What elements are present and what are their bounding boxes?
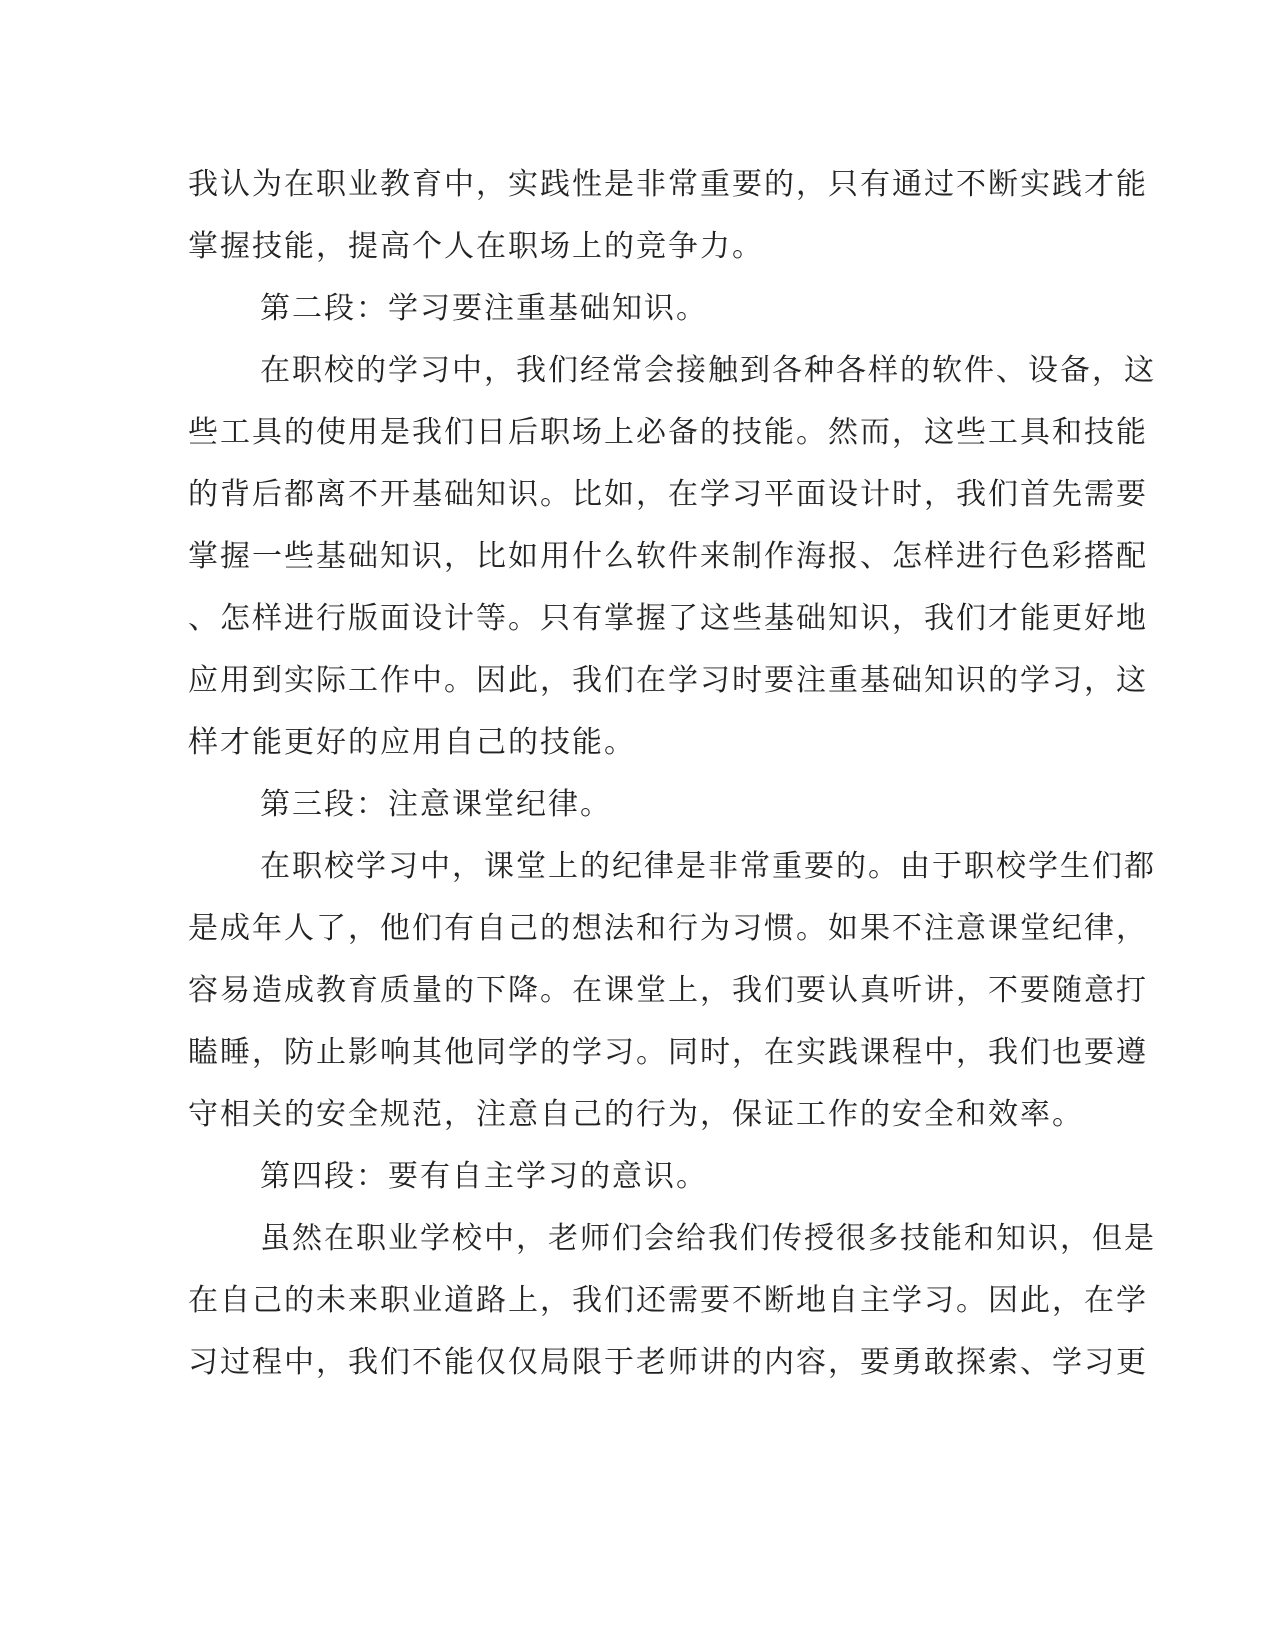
text-line-16: 守相关的安全规范，注意自己的行为，保证工作的安全和效率。 — [188, 1097, 1084, 1132]
text-line-2: 掌握技能，提高个人在职场上的竞争力。 — [188, 229, 764, 264]
text-line-20: 习过程中，我们不能仅仅局限于老师讲的内容，要勇敢探索、学习更 — [188, 1345, 1148, 1380]
text-line-14: 容易造成教育质量的下降。在课堂上，我们要认真听讲，不要随意打 — [188, 973, 1148, 1008]
text-line-19: 在自己的未来职业道路上，我们还需要不断地自主学习。因此，在学 — [188, 1283, 1148, 1318]
text-line-13: 是成年人了，他们有自己的想法和行为习惯。如果不注意课堂纪律， — [188, 911, 1148, 946]
text-line-15: 瞌睡，防止影响其他同学的学习。同时，在实践课程中，我们也要遵 — [188, 1035, 1148, 1070]
text-line-4: 在职校的学习中，我们经常会接触到各种各样的软件、设备，这 — [260, 353, 1156, 388]
text-line-1: 我认为在职业教育中，实践性是非常重要的，只有通过不断实践才能 — [188, 167, 1148, 202]
text-line-8: 、怎样进行版面设计等。只有掌握了这些基础知识，我们才能更好地 — [188, 601, 1148, 636]
document-body — [188, 154, 1156, 1394]
text-line-12: 在职校学习中，课堂上的纪律是非常重要的。由于职校学生们都 — [260, 849, 1156, 884]
text-line-9: 应用到实际工作中。因此，我们在学习时要注重基础知识的学习，这 — [188, 663, 1148, 698]
section-heading-4: 第四段：要有自主学习的意识。 — [260, 1159, 708, 1194]
section-heading-3: 第三段：注意课堂纪律。 — [260, 787, 612, 822]
text-line-10: 样才能更好的应用自己的技能。 — [188, 725, 636, 760]
text-line-6: 的背后都离不开基础知识。比如，在学习平面设计时，我们首先需要 — [188, 477, 1148, 512]
text-line-5: 些工具的使用是我们日后职场上必备的技能。然而，这些工具和技能 — [188, 415, 1148, 450]
text-line-18: 虽然在职业学校中，老师们会给我们传授很多技能和知识，但是 — [260, 1221, 1156, 1256]
section-heading-2: 第二段：学习要注重基础知识。 — [260, 291, 708, 326]
text-line-7: 掌握一些基础知识，比如用什么软件来制作海报、怎样进行色彩搭配 — [188, 539, 1148, 574]
